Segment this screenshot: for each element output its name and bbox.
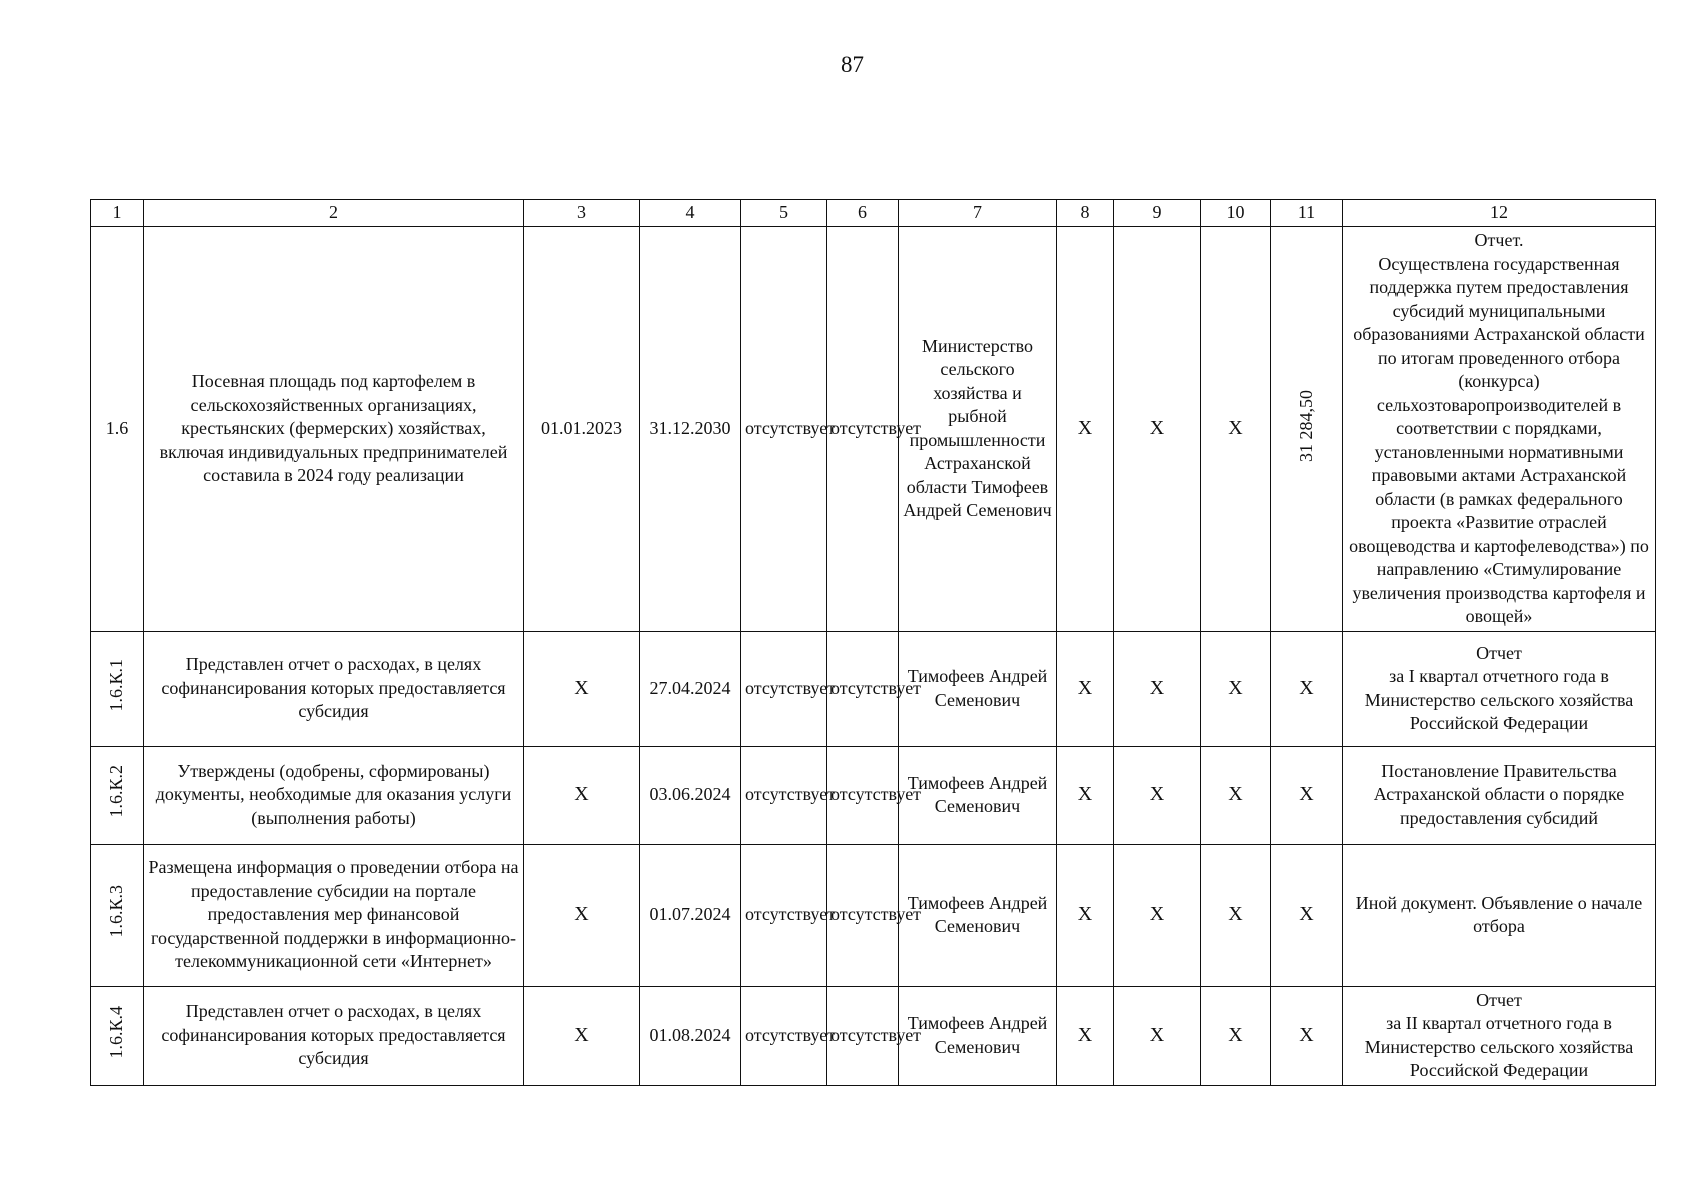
responsible: Тимофеев Андрей Семенович <box>899 631 1057 746</box>
col9-value: X <box>1114 227 1201 632</box>
header-cell: 9 <box>1114 200 1201 227</box>
header-cell: 1 <box>91 200 144 227</box>
responsible: Тимофеев Андрей Семенович <box>899 844 1057 986</box>
table-row <box>91 986 1656 1085</box>
end-date: 31.12.2030 <box>640 227 741 632</box>
header-cell: 11 <box>1271 200 1343 227</box>
row-description: Представлен отчет о расходах, в целях софинансирования которых предоставляется субсидия <box>144 631 524 746</box>
row-id-cell <box>91 844 144 986</box>
col9-value: X <box>1114 631 1201 746</box>
header-cell: 6 <box>827 200 899 227</box>
start-date: X <box>524 844 640 986</box>
col8-value: X <box>1057 631 1114 746</box>
report-table <box>90 199 1656 1086</box>
col8-value: X <box>1057 986 1114 1085</box>
row-id: 1.6.К.2 <box>106 765 127 818</box>
col8-value: X <box>1057 844 1114 986</box>
header-cell: 4 <box>640 200 741 227</box>
col11-value: X <box>1271 631 1343 746</box>
header-cell: 8 <box>1057 200 1114 227</box>
col10-value: X <box>1201 986 1271 1085</box>
table-header-row <box>91 200 1656 227</box>
header-cell: 3 <box>524 200 640 227</box>
document-note: Отчет. Осуществлена государственная поддержка путем предоставления субсидий муниципальными образованиями Астраханской области по итогам проведенного отбора (конкурса) сельхозтоваропроизводителей в соответствии с порядками, установленными нормативными правовыми актами Астраханской области (в рамках федерального проекта «Развитие отраслей овощеводства и картофелеводства») по направлению «Стимулирование увеличения производства картофеля и овощей» <box>1343 227 1656 632</box>
col8-value: X <box>1057 227 1114 632</box>
row-id-cell <box>91 986 144 1085</box>
row-description: Представлен отчет о расходах, в целях софинансирования которых предоставляется субсидия <box>144 986 524 1085</box>
page-number: 87 <box>841 52 864 77</box>
col5-value: отсутствует <box>741 986 827 1085</box>
end-date: 01.07.2024 <box>640 844 741 986</box>
table-row <box>91 631 1656 746</box>
header-cell: 2 <box>144 200 524 227</box>
header-cell: 12 <box>1343 200 1656 227</box>
responsible: Министерство сельского хозяйства и рыбной промышленности Астраханской области Тимофеев Андрей Семенович <box>899 227 1057 632</box>
end-date: 01.08.2024 <box>640 986 741 1085</box>
col5-value: отсутствует <box>741 844 827 986</box>
end-date: 27.04.2024 <box>640 631 741 746</box>
col5-value: отсутствует <box>741 227 827 632</box>
row-id: 1.6.К.1 <box>106 658 127 712</box>
header-cell: 7 <box>899 200 1057 227</box>
responsible: Тимофеев Андрей Семенович <box>899 746 1057 844</box>
amount-value: 31 284,50 <box>1295 389 1316 462</box>
start-date: X <box>524 631 640 746</box>
col9-value: X <box>1114 844 1201 986</box>
col10-value: X <box>1201 631 1271 746</box>
document-note: Отчет за II квартал отчетного года в Министерство сельского хозяйства Российской Федерации <box>1343 986 1656 1085</box>
document-note: Отчет за I квартал отчетного года в Министерство сельского хозяйства Российской Федерации <box>1343 631 1656 746</box>
row-id-cell <box>91 631 144 746</box>
col9-value: X <box>1114 986 1201 1085</box>
row-description: Посевная площадь под картофелем в сельскохозяйственных организациях, крестьянских (фермерских) хозяйствах, включая индивидуальных предпринимателей составила в 2024 году реализации <box>144 227 524 632</box>
end-date: 03.06.2024 <box>640 746 741 844</box>
document-note: Постановление Правительства Астраханской области о порядке предоставления субсидий <box>1343 746 1656 844</box>
header-cell: 10 <box>1201 200 1271 227</box>
row-description: Размещена информация о проведении отбора на предоставление субсидии на портале предоставления мер финансовой государственной поддержки в информационно-телекоммуникационной сети «Интернет» <box>144 844 524 986</box>
table-row <box>91 746 1656 844</box>
document-note: Иной документ. Объявление о начале отбора <box>1343 844 1656 986</box>
start-date: X <box>524 986 640 1085</box>
col11-value: X <box>1271 746 1343 844</box>
col5-value: отсутствует <box>741 746 827 844</box>
start-date: X <box>524 746 640 844</box>
row-id-cell <box>91 746 144 844</box>
table-row <box>91 227 1656 632</box>
col9-value: X <box>1114 746 1201 844</box>
row-description: Утверждены (одобрены, сформированы) документы, необходимые для оказания услуги (выполнения работы) <box>144 746 524 844</box>
col10-value: X <box>1201 746 1271 844</box>
col6-value: отсутствует <box>827 844 899 986</box>
col11-value: X <box>1271 844 1343 986</box>
amount-cell <box>1271 227 1343 632</box>
col6-value: отсутствует <box>827 227 899 632</box>
row-id: 1.6 <box>91 227 144 632</box>
responsible: Тимофеев Андрей Семенович <box>899 986 1057 1085</box>
col6-value: отсутствует <box>827 986 899 1085</box>
start-date: 01.01.2023 <box>524 227 640 632</box>
col6-value: отсутствует <box>827 746 899 844</box>
row-id: 1.6.К.4 <box>106 1005 127 1059</box>
row-id: 1.6.К.3 <box>106 885 127 938</box>
col10-value: X <box>1201 844 1271 986</box>
header-cell: 5 <box>741 200 827 227</box>
col10-value: X <box>1201 227 1271 632</box>
col5-value: отсутствует <box>741 631 827 746</box>
col11-value: X <box>1271 986 1343 1085</box>
col6-value: отсутствует <box>827 631 899 746</box>
col8-value: X <box>1057 746 1114 844</box>
table-row <box>91 844 1656 986</box>
